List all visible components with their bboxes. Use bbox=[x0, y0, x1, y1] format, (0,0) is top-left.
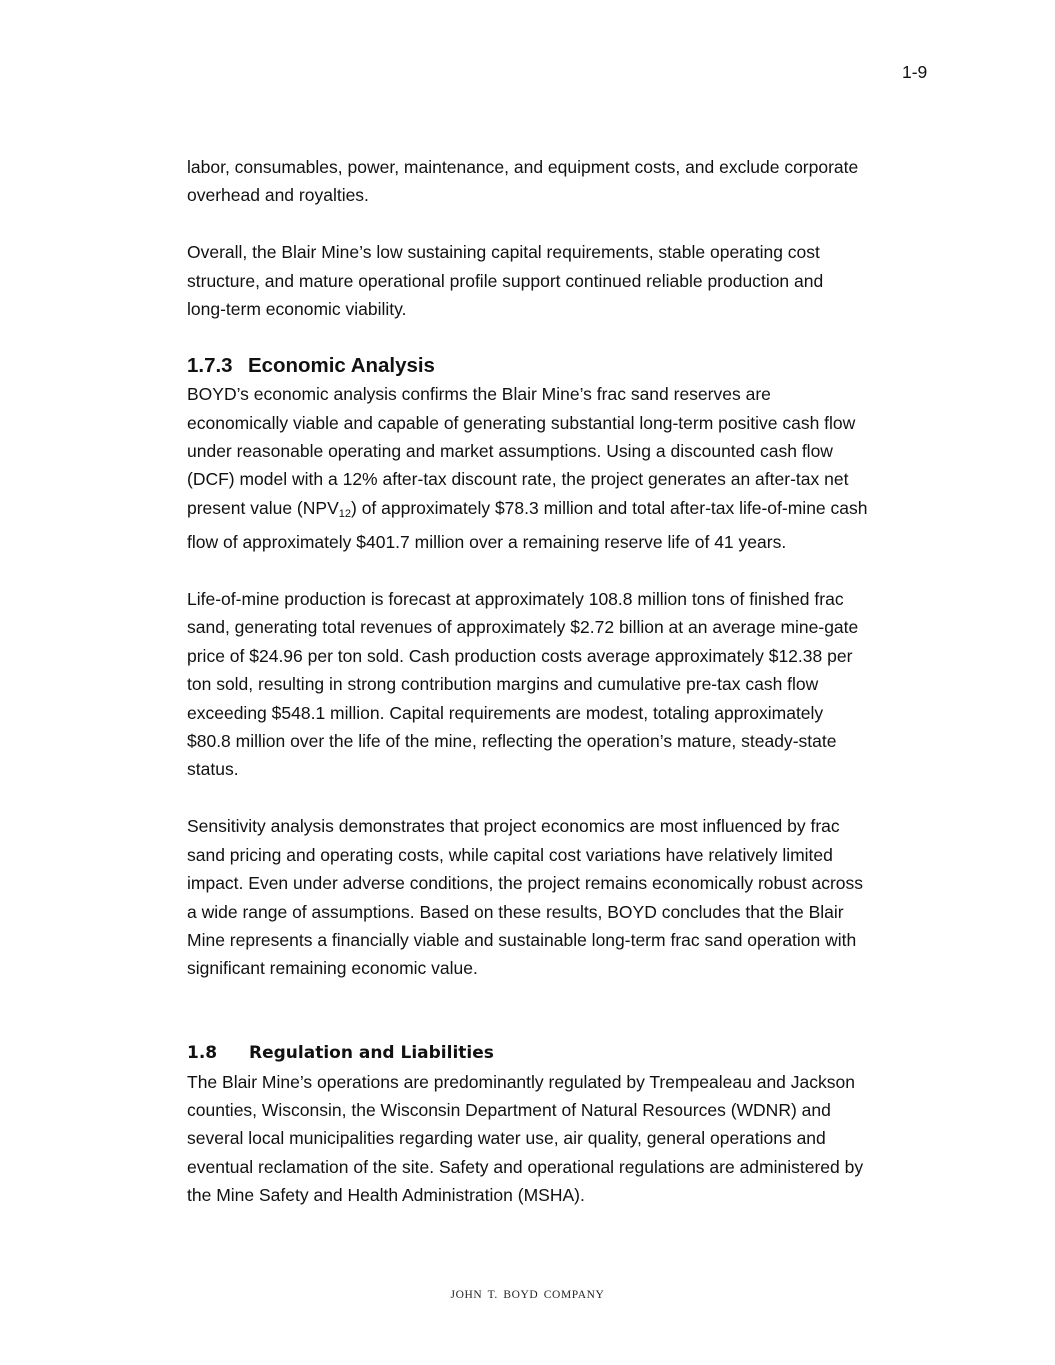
text-line: price of $24.96 per ton sold. Cash production costs average approximately $12.38 per bbox=[187, 645, 853, 666]
text-line: structure, and mature operational profile support continued reliable production and bbox=[187, 270, 824, 291]
section-heading-economic-analysis bbox=[187, 352, 947, 380]
text-line: significant remaining economic value. bbox=[187, 958, 478, 979]
economic-analysis-paragraph-3 bbox=[187, 812, 947, 982]
text-line: The Blair Mine’s operations are predominantly regulated by Trempealeau and Jackson bbox=[187, 1071, 855, 1092]
text-line: Sensitivity analysis demonstrates that project economics are most influenced by frac bbox=[187, 816, 840, 837]
text-line: Life-of-mine production is forecast at approximately 108.8 million tons of finished frac bbox=[187, 589, 844, 610]
npv-prefix: present value (NPV bbox=[187, 497, 339, 518]
text-line: Overall, the Blair Mine’s low sustaining capital requirements, stable operating cost bbox=[187, 242, 820, 263]
text-line: under reasonable operating and market assumptions. Using a discounted cash flow bbox=[187, 441, 833, 462]
overall-paragraph bbox=[187, 238, 947, 323]
text-line: several local municipalities regarding water use, air quality, general operations and bbox=[187, 1128, 826, 1149]
section-number: 1.8 bbox=[187, 1043, 218, 1064]
text-line: economically viable and capable of generating substantial long-term positive cash flow bbox=[187, 412, 856, 433]
text-line: counties, Wisconsin, the Wisconsin Department of Natural Resources (WDNR) and bbox=[187, 1099, 831, 1120]
section-title: Economic Analysis bbox=[248, 353, 435, 377]
text-line: sand pricing and operating costs, while capital cost variations have relatively limited bbox=[187, 844, 833, 865]
section-title: Regulation and Liabilities bbox=[249, 1043, 494, 1064]
section-spacer bbox=[187, 1011, 947, 1039]
intro-continuation-paragraph bbox=[187, 153, 947, 210]
text-line: long-term economic viability. bbox=[187, 299, 407, 320]
text-line: exceeding $548.1 million. Capital requirements are modest, totaling approximately bbox=[187, 702, 824, 723]
text-line: BOYD’s economic analysis confirms the Blair Mine’s frac sand reserves are bbox=[187, 384, 771, 405]
economic-analysis-paragraph-2 bbox=[187, 585, 947, 784]
npv-subscript: 12 bbox=[338, 507, 351, 520]
text-line: $80.8 million over the life of the mine, reflecting the operation’s mature, steady-state bbox=[187, 731, 837, 752]
text-line: (DCF) model with a 12% after-tax discount rate, the project generates an after-tax net bbox=[187, 469, 849, 490]
text-line: flow of approximately $401.7 million over a remaining reserve life of 41 years. bbox=[187, 532, 787, 553]
text-line: ton sold, resulting in strong contribution margins and cumulative pre-tax cash flow bbox=[187, 674, 819, 695]
section-number: 1.7.3 bbox=[187, 353, 233, 377]
text-line: overhead and royalties. bbox=[187, 185, 369, 206]
economic-analysis-paragraph-1 bbox=[187, 380, 947, 556]
document-body bbox=[187, 153, 947, 1238]
text-line: the Mine Safety and Health Administration (MSHA). bbox=[187, 1185, 585, 1206]
footer-company-name: JOHN T. BOYD COMPANY bbox=[450, 1289, 605, 1301]
text-line: status. bbox=[187, 759, 239, 780]
text-line: labor, consumables, power, maintenance, and equipment costs, and exclude corporate bbox=[187, 157, 859, 177]
regulation-paragraph bbox=[187, 1068, 947, 1210]
text-line: Mine represents a financially viable and sustainable long-term frac sand operation with bbox=[187, 929, 857, 950]
text-line: eventual reclamation of the site. Safety and operational regulations are administered by bbox=[187, 1156, 864, 1177]
npv-line bbox=[187, 494, 947, 528]
section-heading-regulation bbox=[187, 1039, 947, 1067]
page-number: 1-9 bbox=[902, 62, 928, 82]
text-line: sand, generating total revenues of approximately $2.72 billion at an average mine-gate bbox=[187, 617, 859, 638]
text-line: impact. Even under adverse conditions, the project remains economically robust across bbox=[187, 873, 864, 894]
text-line: a wide range of assumptions. Based on these results, BOYD concludes that the Blair bbox=[187, 901, 844, 922]
npv-suffix: ) of approximately $78.3 million and total after-tax life-of-mine cash bbox=[351, 497, 868, 518]
